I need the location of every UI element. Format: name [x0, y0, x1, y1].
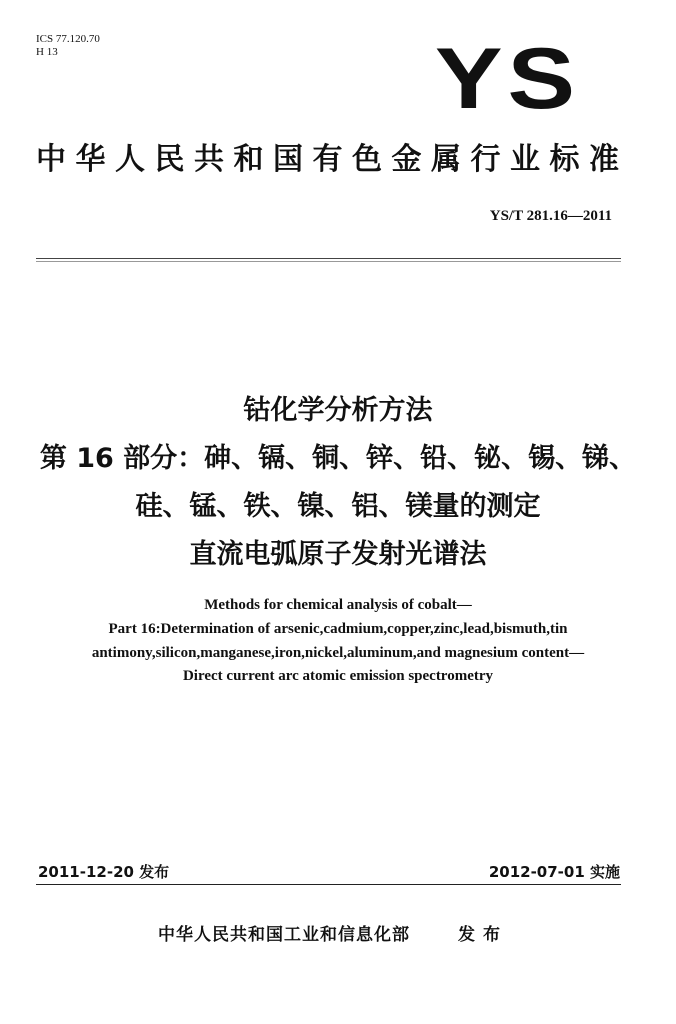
implementation-date: 2012-07-01 实施	[488, 863, 620, 881]
title-cn-line-2: 第 16 部分：砷、镉、铜、锌、铅、铋、锡、锑、	[39, 443, 637, 474]
title-cn-line-3: 硅、锰、铁、镍、铝、镁量的测定	[135, 491, 541, 522]
publisher: 中华人民共和国工业和信息化部	[158, 925, 410, 945]
ys-logo: YS	[435, 31, 580, 127]
standard-category-title: 中华人民共和国有色金属行业标准	[36, 142, 621, 177]
ics-classification	[36, 33, 100, 59]
title-en-line-1: Methods for chemical analysis of cobalt—	[204, 597, 472, 613]
title-cn-line-4: 直流电弧原子发射光谱法	[189, 539, 487, 570]
publish-label: 发布	[458, 925, 508, 945]
title-en-line-3: antimony,silicon,manganese,iron,nickel,aluminum,and magnesium content—	[91, 645, 585, 661]
ics-code: ICS 77.120.70	[36, 33, 100, 45]
title-cn-line-1: 钴化学分析方法	[243, 395, 433, 426]
ccs-code: H 13	[36, 46, 58, 58]
header-divider-secondary	[36, 261, 621, 262]
issue-date: 2011-12-20 发布	[38, 863, 170, 881]
standard-code: YS/T 281.16—2011	[489, 208, 612, 224]
footer-divider	[36, 884, 621, 885]
title-en-line-2: Part 16:Determination of arsenic,cadmium,copper,zinc,lead,bismuth,tin	[108, 621, 568, 637]
header-divider	[36, 258, 621, 259]
title-en-line-4: Direct current arc atomic emission spectrometry	[182, 668, 494, 684]
